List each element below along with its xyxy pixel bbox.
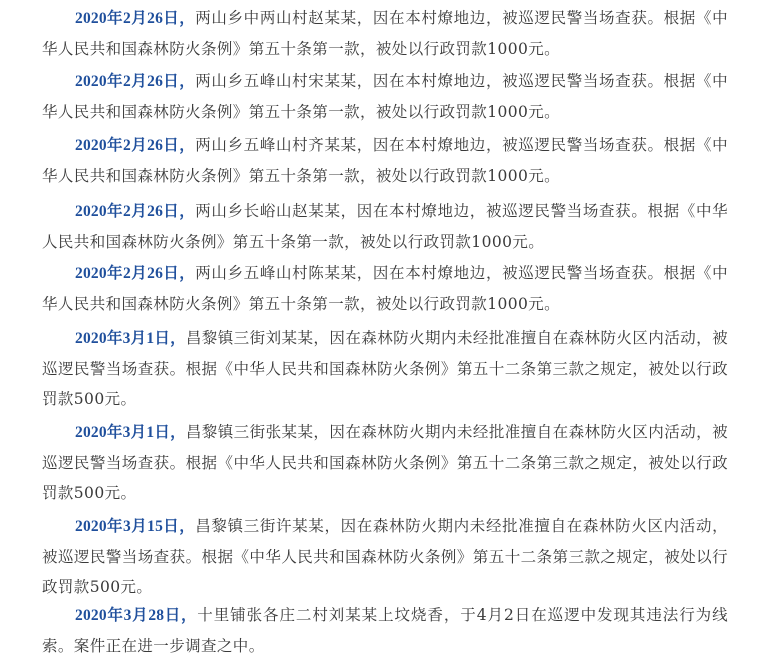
case-date: 2020年2月26日， bbox=[75, 73, 196, 90]
case-entry bbox=[42, 323, 728, 414]
case-date: 2020年3月28日， bbox=[75, 607, 198, 624]
case-entry bbox=[42, 130, 728, 191]
case-entry bbox=[42, 417, 728, 508]
case-text: 两山乡五峰山村齐某某，因在本村燎地边，被巡逻民警当场查获。根据《中华人民共和国森林防火条例》第五十条第一款，被处以行政罚款1000元。 bbox=[42, 136, 728, 185]
case-date: 2020年3月1日， bbox=[75, 424, 186, 441]
case-entry bbox=[42, 511, 728, 602]
case-text: 昌黎镇三街张某某，因在森林防火期内未经批准擅自在森林防火区内活动，被巡逻民警当场查获。根据《中华人民共和国森林防火条例》第五十二条第三款之规定，被处以行政罚款500元。 bbox=[42, 423, 728, 502]
case-entry bbox=[42, 600, 728, 661]
case-text: 昌黎镇三街许某某，因在森林防火期内未经批准擅自在森林防火区内活动，被巡逻民警当场查获。根据《中华人民共和国森林防火条例》第五十二条第三款之规定，被处以行政罚款500元。 bbox=[42, 517, 728, 596]
case-text: 两山乡五峰山村陈某某，因在本村燎地边，被巡逻民警当场查获。根据《中华人民共和国森林防火条例》第五十条第一款，被处以行政罚款1000元。 bbox=[42, 264, 728, 313]
case-text: 十里铺张各庄二村刘某某上坟烧香，于4月2日在巡逻中发现其违法行为线索。案件正在进一步调查之中。 bbox=[42, 606, 728, 655]
case-entry bbox=[42, 196, 728, 257]
case-date: 2020年2月26日， bbox=[75, 265, 196, 282]
case-entry bbox=[42, 3, 728, 64]
case-entry bbox=[42, 258, 728, 319]
case-text: 两山乡中两山村赵某某，因在本村燎地边，被巡逻民警当场查获。根据《中华人民共和国森林防火条例》第五十条第一款，被处以行政罚款1000元。 bbox=[42, 9, 728, 58]
case-entry bbox=[42, 66, 728, 127]
case-date: 2020年3月15日， bbox=[75, 518, 196, 535]
case-date: 2020年2月26日， bbox=[75, 10, 196, 27]
case-date: 2020年2月26日， bbox=[75, 137, 196, 154]
case-text: 两山乡长峪山赵某某，因在本村燎地边，被巡逻民警当场查获。根据《中华人民共和国森林防火条例》第五十条第一款，被处以行政罚款1000元。 bbox=[42, 202, 728, 251]
case-date: 2020年2月26日， bbox=[75, 203, 196, 220]
case-text: 两山乡五峰山村宋某某，因在本村燎地边，被巡逻民警当场查获。根据《中华人民共和国森林防火条例》第五十条第一款，被处以行政罚款1000元。 bbox=[42, 72, 728, 121]
case-date: 2020年3月1日， bbox=[75, 330, 186, 347]
case-text: 昌黎镇三街刘某某，因在森林防火期内未经批准擅自在森林防火区内活动，被巡逻民警当场查获。根据《中华人民共和国森林防火条例》第五十二条第三款之规定，被处以行政罚款500元。 bbox=[42, 329, 728, 408]
